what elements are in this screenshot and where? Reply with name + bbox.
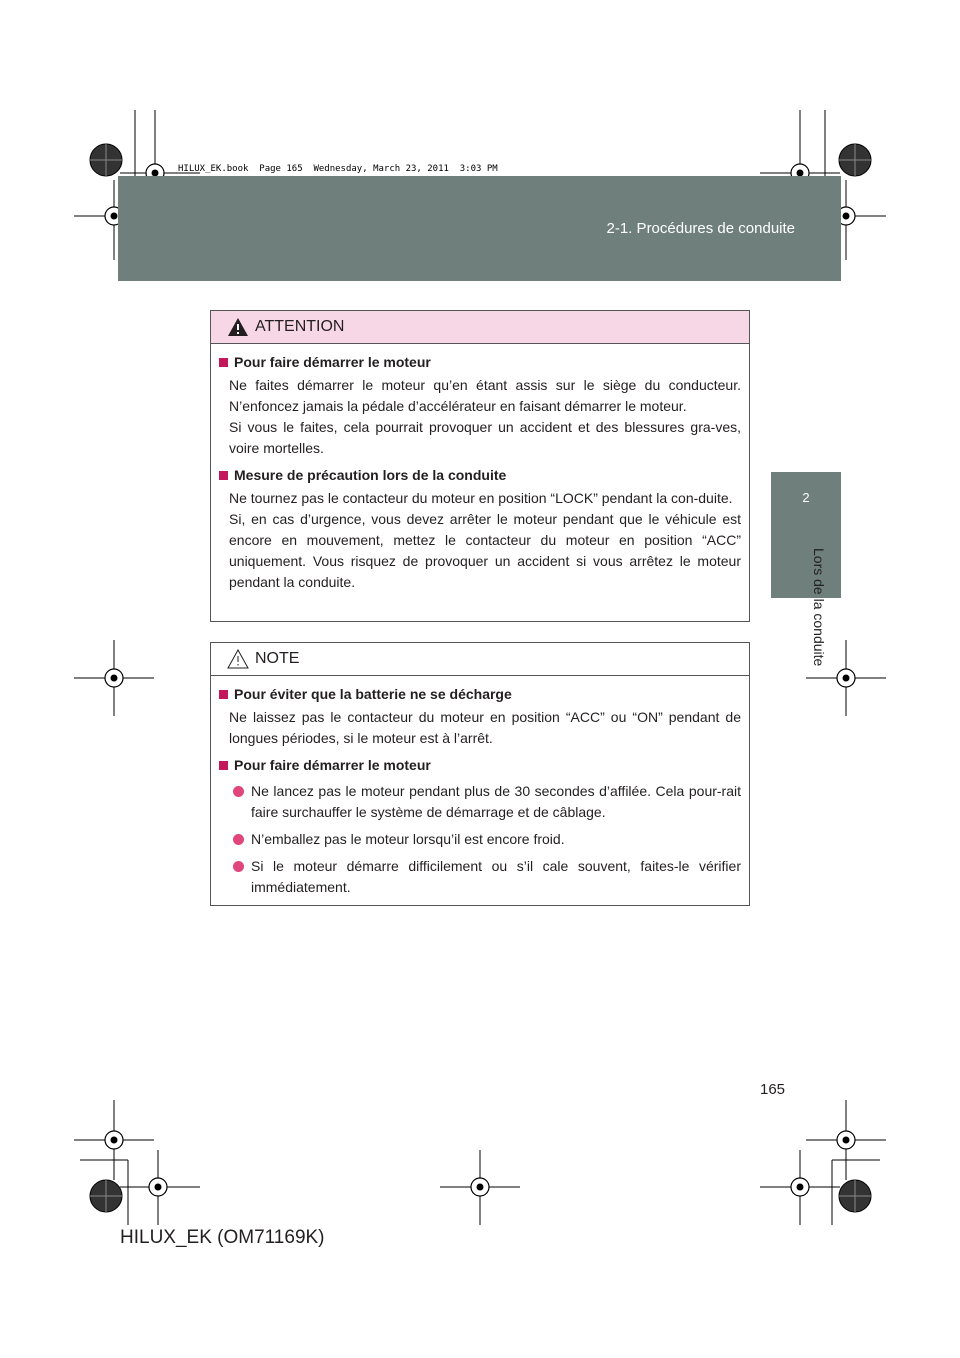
chapter-header bbox=[118, 176, 841, 281]
paragraph: Ne faites démarrer le moteur qu’en étant assis sur le siège du conducteur. N’enfoncez jamais la pédale d’accélérateur en faisant démarrer le moteur. bbox=[229, 377, 741, 414]
paragraph: Si, en cas d’urgence, vous devez arrêter le moteur pendant que le véhicule est encore en mouvement, mettez le contacteur du moteur en position “ACC” uniquement. Vous risquez de provoquer un accident si vous arrêtez le moteur pendant la conduite. bbox=[229, 511, 741, 590]
note-header bbox=[211, 643, 749, 676]
chapter-title: Lors de la conduite bbox=[811, 548, 827, 667]
section-heading: Mesure de précaution lors de la conduite bbox=[234, 467, 507, 483]
circle-bullet-icon bbox=[233, 834, 244, 845]
paragraph: Ne tournez pas le contacteur du moteur en position “LOCK” pendant la con-duite. bbox=[229, 490, 733, 506]
note-box bbox=[210, 642, 750, 906]
book-info: HILUX_EK.book Page 165 Wednesday, March 23, 2011 3:03 PM bbox=[178, 164, 498, 174]
section-heading: Pour faire démarrer le moteur bbox=[234, 354, 431, 370]
section-title: 2-1. Procédures de conduite bbox=[606, 220, 795, 237]
note-section bbox=[219, 755, 741, 898]
attention-title: ATTENTION bbox=[255, 318, 345, 335]
chapter-number: 2 bbox=[802, 490, 810, 505]
page-number: 165 bbox=[760, 1081, 786, 1098]
square-bullet-icon bbox=[219, 358, 228, 367]
paragraph: Ne laissez pas le contacteur du moteur en position “ACC” ou “ON” pendant de longues périodes, si le moteur est à l’arrêt. bbox=[229, 709, 741, 746]
square-bullet-icon bbox=[219, 690, 228, 699]
caution-outline-icon bbox=[227, 649, 249, 669]
paragraph: Si vous le faites, cela pourrait provoquer un accident et des blessures gra-ves, voire mortelles. bbox=[229, 419, 741, 456]
note-section bbox=[219, 684, 741, 749]
list-item: Si le moteur démarre difficilement ou s’il cale souvent, faites-le vérifier immédiatement. bbox=[219, 856, 741, 898]
footer-model: HILUX_EK (OM71169K) bbox=[120, 1227, 325, 1248]
circle-bullet-icon bbox=[233, 786, 244, 797]
square-bullet-icon bbox=[219, 471, 228, 480]
attention-box bbox=[210, 310, 750, 622]
list-item: Ne lancez pas le moteur pendant plus de 30 secondes d’affilée. Cela pour-rait faire surchauffer le système de démarrage et de câblage. bbox=[219, 781, 741, 823]
list-item: N’emballez pas le moteur lorsqu’il est encore froid. bbox=[219, 829, 741, 850]
square-bullet-icon bbox=[219, 761, 228, 770]
attention-section bbox=[219, 352, 741, 459]
section-heading: Pour éviter que la batterie ne se décharge bbox=[234, 686, 512, 702]
attention-section bbox=[219, 465, 741, 593]
attention-header bbox=[211, 311, 749, 344]
circle-bullet-icon bbox=[233, 861, 244, 872]
warning-icon bbox=[227, 317, 249, 337]
note-title: NOTE bbox=[255, 650, 300, 667]
section-heading: Pour faire démarrer le moteur bbox=[234, 757, 431, 773]
